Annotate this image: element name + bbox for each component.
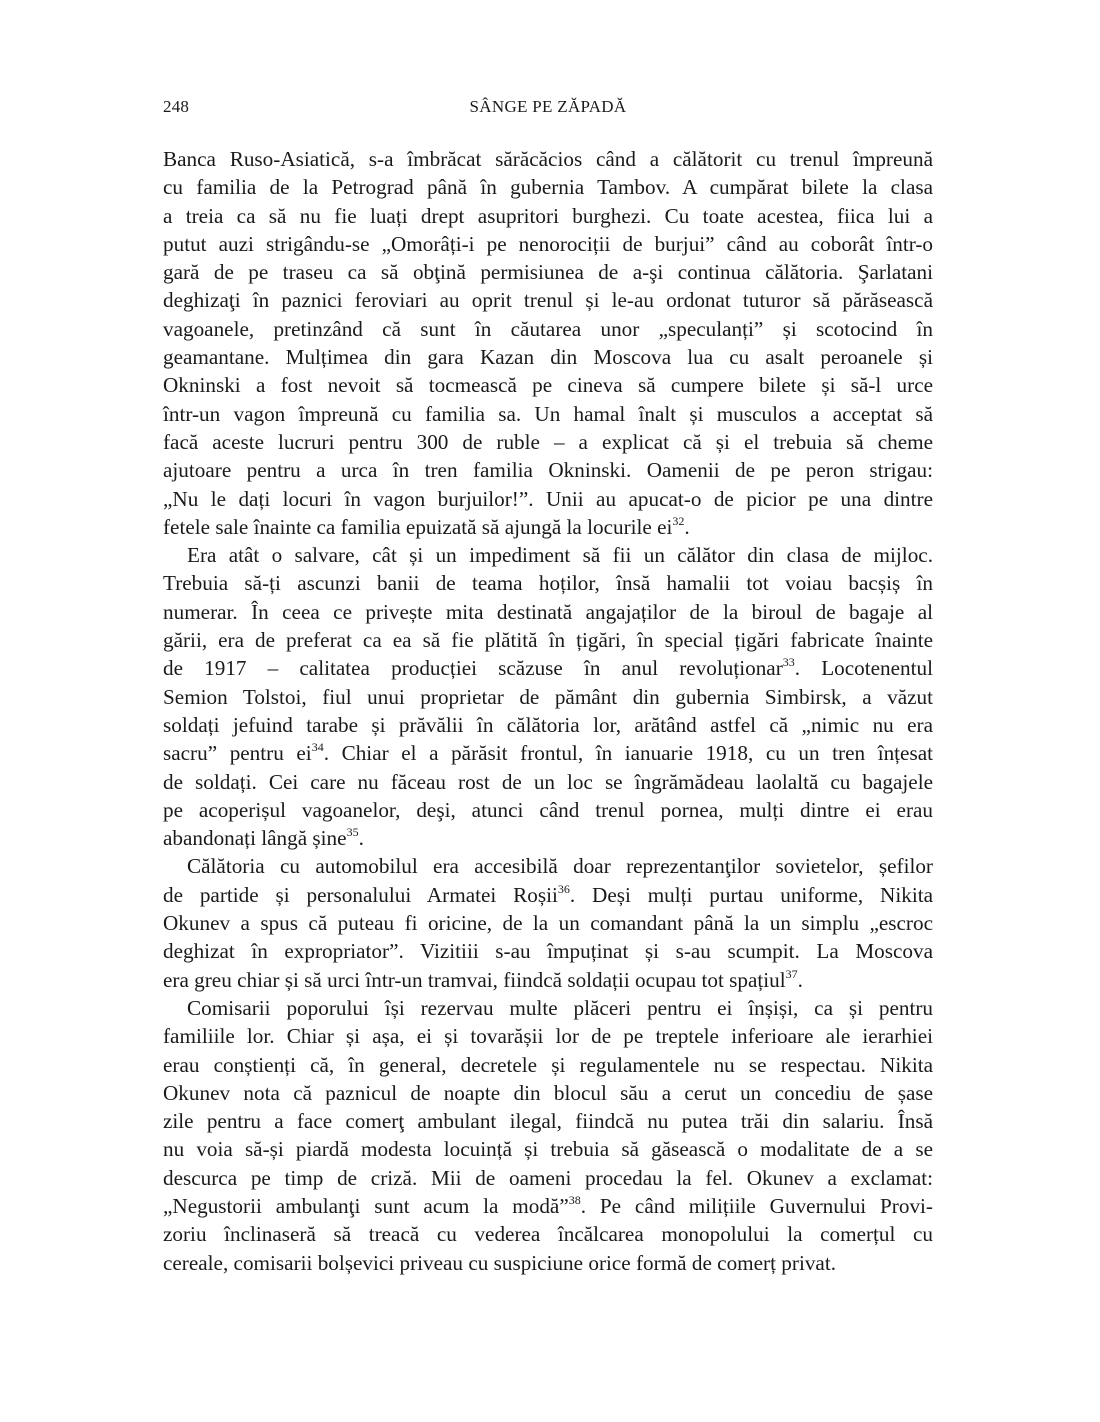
line-text: Era atât o salvare, cât și un impediment să fii un călător din clasa de mijloc.: [187, 543, 933, 568]
footnote-reference[interactable]: 36: [557, 881, 570, 896]
page-number: 248: [163, 97, 190, 116]
line-text: familiile lor. Chiar și așa, ei și tovarășii lor de pe treptele inferioare ale ierarhiei: [163, 1024, 933, 1049]
line-text: de soldați. Cei care nu făceau rost de un loc se îngrămădeau laolaltă cu bagajele: [163, 769, 933, 794]
line-text-continued: . Pe când milițiile Guvernului Provi-: [580, 1193, 933, 1218]
line-text: nu voia să-și piardă modesta locuință și trebuia să găsească o modalitate de a se: [163, 1137, 933, 1162]
text-line: [163, 711, 933, 739]
line-text-continued: . Locotenentul: [794, 656, 933, 681]
text-line: [163, 456, 933, 484]
line-text: Comisarii poporului își rezervau multe plăceri pentru ei înșiși, ca și pentru: [187, 995, 933, 1020]
line-text: Banca Ruso-Asiatică, s-a îmbrăcat sărăcăcios când a călătorit cu trenul împreună: [163, 147, 933, 171]
line-text: vagoanele, pretinzând că sunt în căutarea unor „speculanți” și scotocind în: [163, 316, 933, 341]
footnote-reference[interactable]: 33: [782, 655, 795, 670]
line-text-continued: . Deși mulți purtau uniforme, Nikita: [569, 882, 933, 907]
text-line: [163, 881, 933, 909]
line-text: gară de pe traseu ca să obţină permisiunea de a-şi continua călătoria. Şarlatani: [163, 260, 933, 285]
text-line: [163, 1164, 933, 1192]
line-text: numerar. În ceea ce privește mita destinată angajaților de la biroul de bagaje al: [163, 599, 933, 624]
text-line: [163, 994, 933, 1022]
line-text: „Negustorii ambulanţi sunt acum la modă”: [163, 1193, 569, 1218]
book-page: [163, 95, 933, 1277]
line-text: de partide și personalului Armatei Roșii: [163, 882, 558, 907]
paragraph: [163, 852, 933, 993]
running-header: [163, 95, 933, 125]
line-text: a treia ca să nu fie luați drept asupritori burghezi. Cu toate acestea, fiica lui a: [163, 203, 933, 228]
text-line: [163, 400, 933, 428]
line-text: Okunev nota că paznicul de noapte din blocul său a cerut un concediu de șase: [163, 1080, 933, 1105]
line-text: soldați jefuind tarabe și prăvălii în călătoria lor, arătând astfel că „nimic nu era: [163, 712, 933, 737]
text-line: [163, 315, 933, 343]
running-title: SÂNGE PE ZĂPADĂ: [469, 97, 627, 116]
text-line: [163, 1022, 933, 1050]
text-line: [163, 343, 933, 371]
line-text: într-un vagon împreună cu familia sa. Un hamal înalt și musculos a acceptat să: [163, 401, 933, 426]
line-text: deghizaţi în paznici feroviari au oprit trenul și le-au ordonat tuturor să părăsească: [163, 288, 933, 313]
paragraph: [163, 145, 933, 541]
text-line: [163, 1249, 933, 1277]
line-text: cu familia de la Petrograd până în gubernia Tambov. A cumpărat bilete la clasa: [163, 175, 933, 200]
paragraph: [163, 994, 933, 1277]
footnote-reference[interactable]: 34: [311, 740, 324, 755]
text-line: [163, 286, 933, 314]
line-text: geamantane. Mulțimea din gara Kazan din Moscova lua cu asalt peroanele și: [163, 345, 933, 370]
text-line: [163, 485, 933, 513]
line-text: pe acoperișul vagoanelor, deşi, atunci când trenul pornea, mulți dintre ei erau: [163, 797, 933, 822]
text-line: [163, 937, 933, 965]
line-text: facă aceste lucruri pentru 300 de ruble – a explicat că și el trebuia să cheme: [163, 429, 933, 454]
text-line: [163, 569, 933, 597]
footnote-reference[interactable]: 32: [672, 513, 685, 528]
line-text: Călătoria cu automobilul era accesibilă doar reprezentanţilor sovietelor, șefilor: [187, 854, 933, 879]
text-line: [163, 1135, 933, 1163]
line-text: gării, era de preferat ca ea să fie plătită în țigări, în special țigări fabricate înainte: [163, 628, 933, 653]
text-line: [163, 173, 933, 201]
line-text-continued: .: [358, 826, 364, 851]
text-line: [163, 202, 933, 230]
text-line: [163, 824, 933, 852]
line-text: sacru” pentru ei: [163, 741, 312, 766]
line-text: de 1917 – calitatea producției scăzuse în anul revoluționar: [163, 656, 783, 681]
text-line: [163, 966, 933, 994]
text-line: [163, 739, 933, 767]
text-line: [163, 1220, 933, 1248]
text-line: [163, 796, 933, 824]
line-text: „Nu le dați locuri în vagon burjuilor!”. Unii au apucat-o de picior pe una dintre: [163, 486, 933, 511]
body-text: [163, 145, 933, 1277]
text-line: [163, 145, 933, 173]
line-text: abandonați lângă șine: [163, 826, 347, 851]
text-line: [163, 371, 933, 399]
line-text: zoriu înclinaseră să treacă cu vederea încălcarea monopolului la comerțul cu: [163, 1222, 933, 1247]
line-text-continued: . Chiar el a părăsit frontul, în ianuarie 1918, cu un tren înțesat: [323, 741, 933, 766]
text-line: [163, 909, 933, 937]
line-text: putut auzi strigându-se „Omorâți-i pe nenorociții de burjui” când au coborât într-o: [163, 231, 933, 256]
text-line: [163, 513, 933, 541]
line-text: fetele sale înainte ca familia epuizată să ajungă la locurile ei: [163, 514, 673, 539]
text-line: [163, 1192, 933, 1220]
line-text: zile pentru a face comerţ ambulant ilegal, fiindcă nu putea trăi din salariu. Însă: [163, 1109, 933, 1134]
line-text: erau conștienți că, în general, decretele și regulamentele nu se respectau. Nikita: [163, 1052, 933, 1077]
line-text: Semion Tolstoi, fiul unui proprietar de pământ din gubernia Simbirsk, a văzut: [163, 684, 933, 709]
line-text: era greu chiar și să urci într-un tramvai, fiindcă soldații ocupau tot spațiul: [163, 967, 786, 992]
line-text: Okninski a fost nevoit să tocmească pe cineva să cumpere bilete și să-l urce: [163, 373, 933, 398]
text-line: [163, 1051, 933, 1079]
paragraph: [163, 541, 933, 852]
line-text: deghizat în expropriator”. Vizitiii s-au împuținat și s-au scumpit. La Moscova: [163, 939, 933, 964]
text-line: [163, 1107, 933, 1135]
line-text-continued: .: [684, 514, 690, 539]
text-line: [163, 654, 933, 682]
line-text-continued: .: [797, 967, 803, 992]
text-line: [163, 258, 933, 286]
footnote-reference[interactable]: 37: [785, 966, 798, 981]
text-line: [163, 626, 933, 654]
text-line: [163, 598, 933, 626]
line-text: descurca pe timp de criză. Mii de oameni procedau la fel. Okunev a exclamat:: [163, 1165, 933, 1190]
line-text: ajutoare pentru a urca în tren familia Okninski. Oamenii de pe peron strigau:: [163, 458, 933, 483]
footnote-reference[interactable]: 38: [568, 1192, 581, 1207]
text-line: [163, 230, 933, 258]
line-text: Okunev a spus că puteau fi oricine, de la un comandant până la un simplu „escroc: [163, 911, 933, 936]
line-text: Trebuia să-ți ascunzi banii de teama hoților, însă hamalii tot voiau bacșiș în: [163, 571, 933, 596]
text-line: [163, 541, 933, 569]
footnote-reference[interactable]: 35: [346, 825, 359, 840]
text-line: [163, 768, 933, 796]
text-line: [163, 683, 933, 711]
text-line: [163, 1079, 933, 1107]
text-line: [163, 428, 933, 456]
line-text: cereale, comisarii bolșevici priveau cu suspiciune orice formă de comerț privat.: [163, 1250, 837, 1275]
text-line: [163, 852, 933, 880]
